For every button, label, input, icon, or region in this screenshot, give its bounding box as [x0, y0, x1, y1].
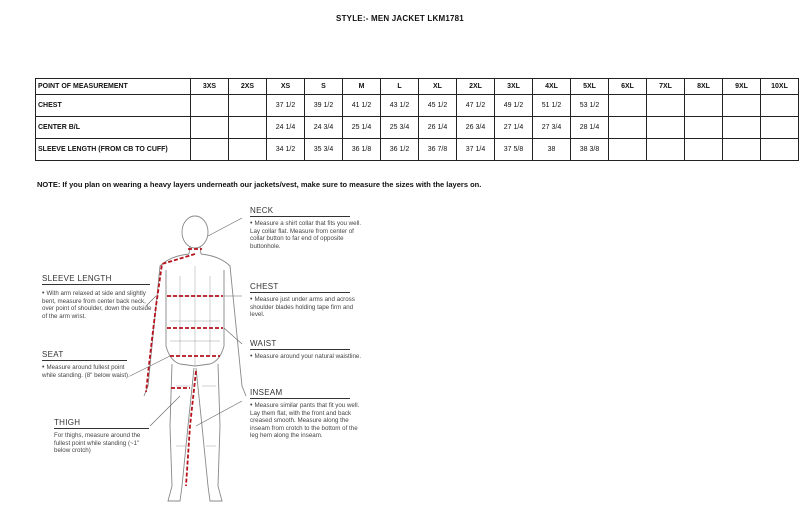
table-cell [647, 95, 685, 117]
table-cell [191, 117, 229, 139]
column-header-size: 5XL [571, 79, 609, 95]
column-header-size: 3XL [495, 79, 533, 95]
column-header-size: 3XS [191, 79, 229, 95]
table-cell [229, 95, 267, 117]
table-cell: 35 3/4 [305, 139, 343, 161]
measurement-name: CHEST [36, 95, 191, 117]
table-cell: 37 5/8 [495, 139, 533, 161]
sleeve-length-description: • With arm relaxed at side and slightly bent, measure from center back neck, over point of shoulder, down the outside of the arm wrist. [42, 290, 152, 320]
table-cell [191, 139, 229, 161]
waist-label: WAIST [250, 339, 350, 350]
table-cell: 24 3/4 [305, 117, 343, 139]
table-cell: 25 3/4 [381, 117, 419, 139]
table-header-row [36, 79, 799, 95]
table-cell [229, 117, 267, 139]
table-cell [723, 95, 761, 117]
column-header-size: 7XL [647, 79, 685, 95]
table-cell [191, 95, 229, 117]
table-cell: 26 1/4 [419, 117, 457, 139]
table-cell: 27 3/4 [533, 117, 571, 139]
chest-description: • Measure just under arms and across shoulder blades holding tape firm and level. [250, 296, 355, 319]
table-cell: 37 1/2 [267, 95, 305, 117]
seat-description: • Measure around fullest point while standing. (8" below waist). [42, 364, 130, 379]
seat-label: SEAT [42, 350, 127, 361]
table-cell: 36 7/8 [419, 139, 457, 161]
chest-label: CHEST [250, 282, 350, 293]
table-cell: 37 1/4 [457, 139, 495, 161]
page-title: STYLE:- MEN JACKET LKM1781 [336, 14, 464, 23]
table-cell [647, 117, 685, 139]
table-cell: 45 1/2 [419, 95, 457, 117]
table-cell: 27 1/4 [495, 117, 533, 139]
column-header-size: 10XL [761, 79, 799, 95]
table-cell: 38 3/8 [571, 139, 609, 161]
table-cell: 47 1/2 [457, 95, 495, 117]
table-cell: 53 1/2 [571, 95, 609, 117]
column-header-size: L [381, 79, 419, 95]
column-header-size: 4XL [533, 79, 571, 95]
table-row [36, 95, 799, 117]
table-cell: 36 1/8 [343, 139, 381, 161]
table-cell [609, 117, 647, 139]
measurement-name: SLEEVE LENGTH (FROM CB TO CUFF) [36, 139, 191, 161]
layering-note: NOTE: If you plan on wearing a heavy layers underneath our jackets/vest, make sure to measure the sizes with the layers on. [37, 180, 482, 189]
table-cell: 49 1/2 [495, 95, 533, 117]
neck-label: NECK [250, 206, 350, 217]
column-header-size: 2XL [457, 79, 495, 95]
table-cell [609, 139, 647, 161]
inseam-label: INSEAM [250, 388, 350, 399]
neck-description: • Measure a shirt collar that fits you well. Lay collar flat. Measure from center of collar button to far end of opposite buttonhole. [250, 220, 362, 250]
measurement-guide [30, 196, 370, 516]
table-cell: 24 1/4 [267, 117, 305, 139]
table-cell [685, 117, 723, 139]
table-cell [685, 139, 723, 161]
table-cell: 41 1/2 [343, 95, 381, 117]
table-cell: 38 [533, 139, 571, 161]
column-header-size: S [305, 79, 343, 95]
table-cell: 25 1/4 [343, 117, 381, 139]
column-header-size: M [343, 79, 381, 95]
column-header-size: 8XL [685, 79, 723, 95]
table-row [36, 117, 799, 139]
measurement-name: CENTER B/L [36, 117, 191, 139]
inseam-description: • Measure similar pants that fit you well. Lay them flat, with the front and back creased smooth. Measure along the inseam from crotch to the bottom of the leg hem along the inseam. [250, 402, 360, 440]
column-header-measurement: POINT OF MEASUREMENT [36, 79, 191, 95]
table-cell: 26 3/4 [457, 117, 495, 139]
size-chart-table [35, 78, 799, 161]
column-header-size: XL [419, 79, 457, 95]
table-cell [761, 139, 799, 161]
column-header-size: 6XL [609, 79, 647, 95]
column-header-size: 2XS [229, 79, 267, 95]
table-cell: 28 1/4 [571, 117, 609, 139]
table-cell: 43 1/2 [381, 95, 419, 117]
thigh-description: For thighs, measure around the fullest point while standing (~1" below crotch) [54, 432, 141, 455]
table-cell [761, 117, 799, 139]
table-row [36, 139, 799, 161]
table-cell: 39 1/2 [305, 95, 343, 117]
waist-description: • Measure around your natural waistline. [250, 353, 362, 360]
thigh-label: THIGH [54, 418, 149, 429]
column-header-size: XS [267, 79, 305, 95]
table-cell [647, 139, 685, 161]
table-cell [723, 139, 761, 161]
column-header-size: 9XL [723, 79, 761, 95]
table-cell [761, 95, 799, 117]
table-cell [229, 139, 267, 161]
table-cell: 34 1/2 [267, 139, 305, 161]
table-cell: 51 1/2 [533, 95, 571, 117]
table-cell: 36 1/2 [381, 139, 419, 161]
sleeve-length-label: SLEEVE LENGTH [42, 274, 150, 285]
table-cell [685, 95, 723, 117]
table-cell [609, 95, 647, 117]
table-cell [723, 117, 761, 139]
